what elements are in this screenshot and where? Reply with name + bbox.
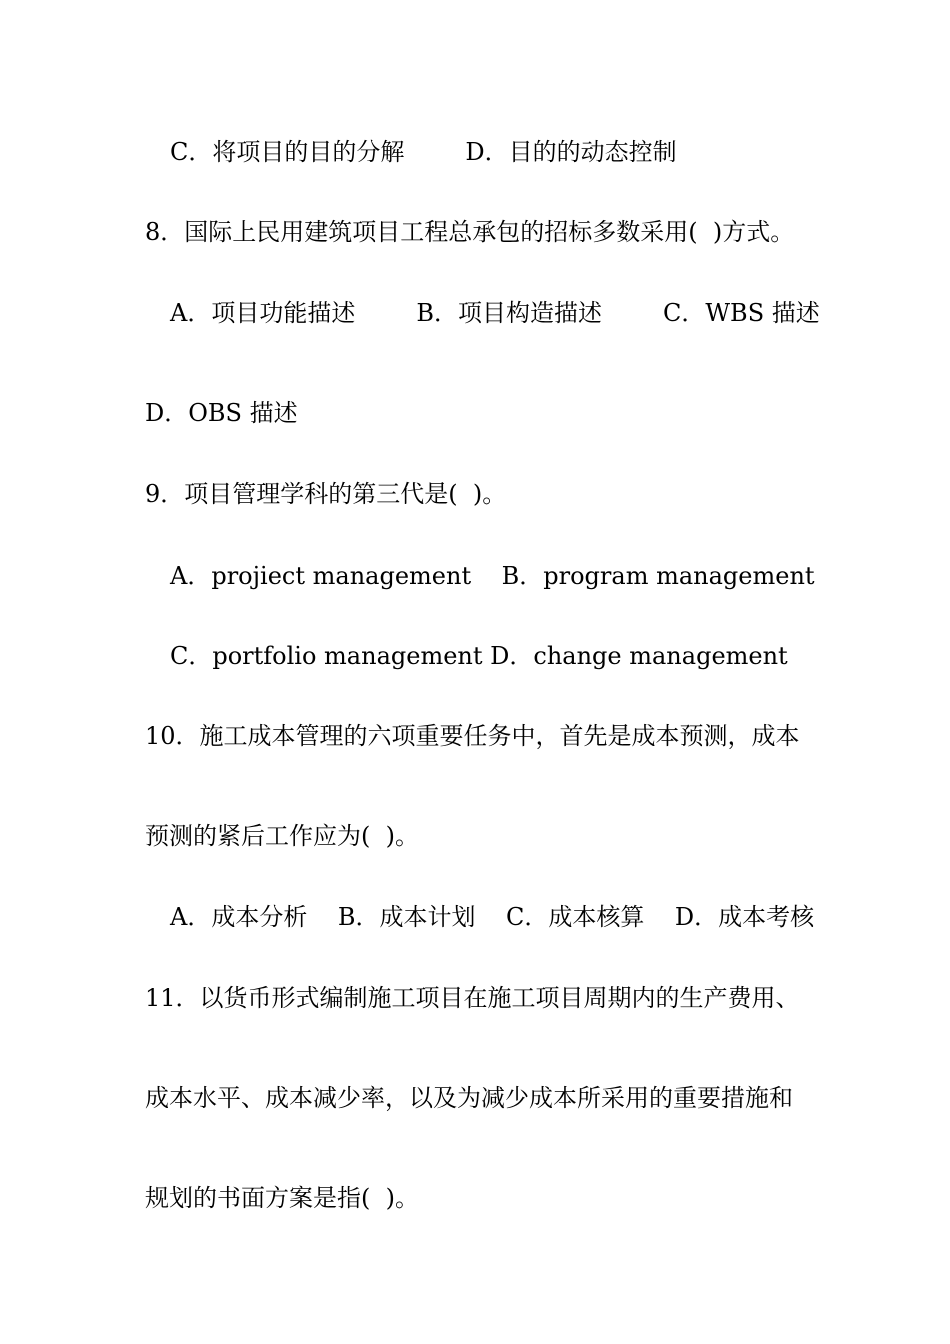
q8-question: 8．国际上民用建筑项目工程总承包的招标多数采用( )方式。	[145, 218, 795, 246]
q10-question-line-2: 预测的紧后工作应为( )。	[145, 822, 419, 850]
q11-question-line-1: 11．以货币形式编制施工项目在施工项目周期内的生产费用、	[145, 984, 800, 1012]
q10-question-line-1: 10．施工成本管理的六项重要任务中，首先是成本预测，成本	[145, 722, 800, 750]
q8-options-abc: A．项目功能描述 B．项目构造描述 C．WBS 描述	[170, 299, 820, 327]
q9-question: 9．项目管理学科的第三代是( )。	[145, 480, 507, 508]
q11-question-line-2: 成本水平、成本减少率，以及为减少成本所采用的重要措施和	[145, 1084, 793, 1112]
q8-option-d: D．OBS 描述	[145, 399, 298, 427]
q9-options-ab: A．projiect management B．program management	[170, 562, 815, 590]
q10-options: A．成本分析 B．成本计划 C．成本核算 D．成本考核	[170, 903, 815, 931]
q11-question-line-3: 规划的书面方案是指( )。	[145, 1184, 419, 1212]
q9-options-cd: C．portfolio management D．change management	[170, 642, 788, 670]
q7-options-cd: C．将项目的目的分解 D．目的的动态控制	[170, 138, 677, 166]
